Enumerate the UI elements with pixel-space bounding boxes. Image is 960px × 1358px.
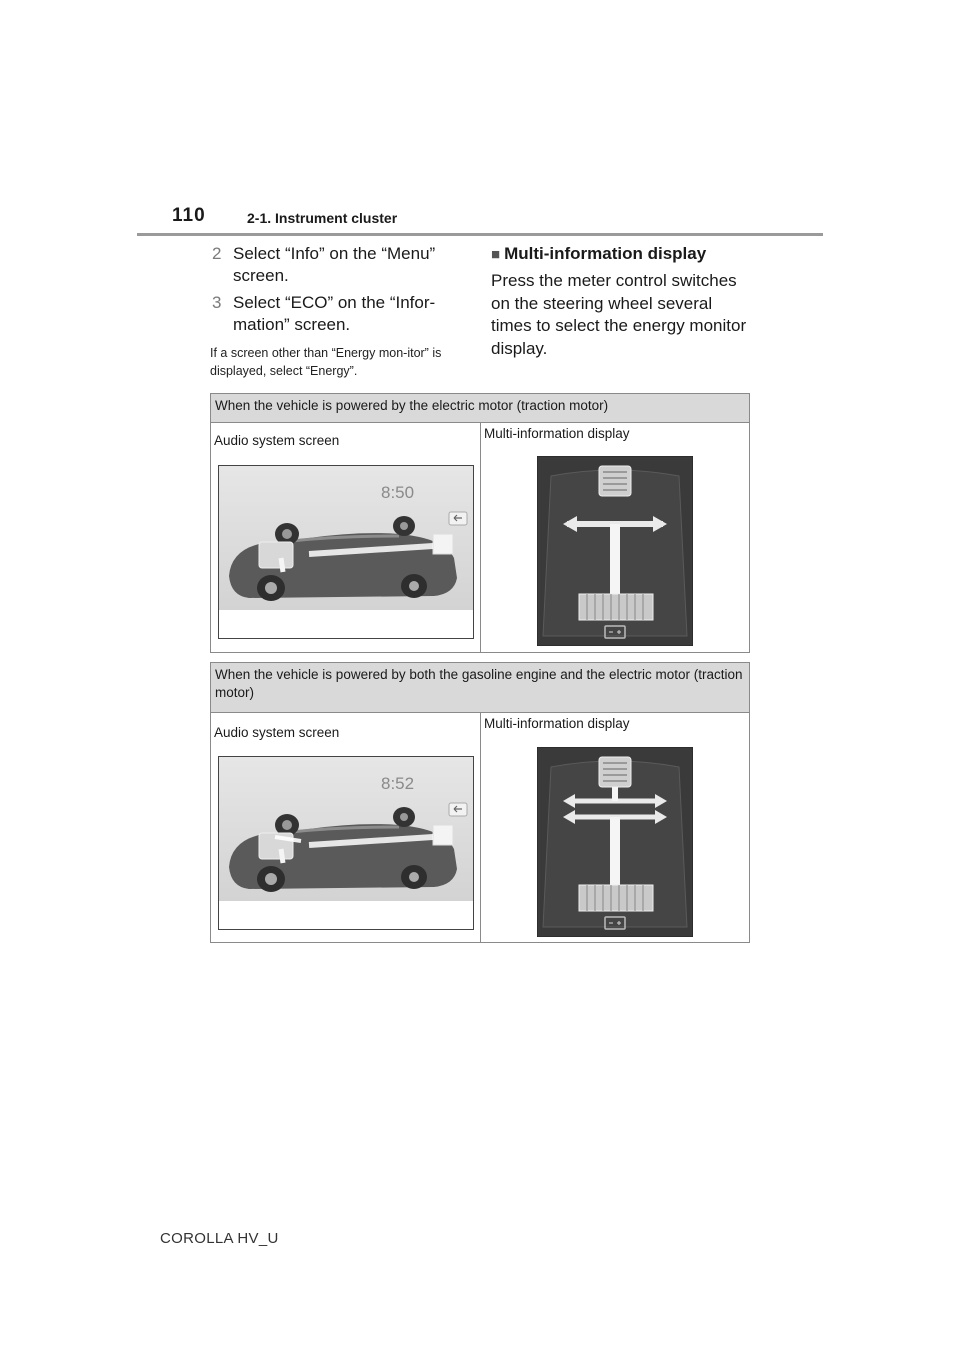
multi-info-body: Press the meter control switches on the steering wheel several times to select the energy monitor display.	[491, 271, 747, 358]
table-heading: When the vehicle is powered by the electric motor (traction motor)	[211, 394, 749, 423]
mid-display-image	[537, 747, 693, 937]
mode-table-hybrid	[210, 662, 750, 943]
table-row	[211, 713, 749, 942]
mid-cell	[481, 713, 749, 942]
step-text: Select “ECO” on the “Infor-mation” screen.	[233, 293, 436, 334]
multi-info-heading	[491, 244, 706, 264]
step-note: If a screen other than “Energy mon-itor” is displayed, select “Energy”.	[210, 346, 442, 378]
step-2	[212, 243, 472, 287]
table-row	[211, 423, 749, 652]
clock-display: 8:50	[381, 483, 415, 502]
header-divider	[137, 233, 823, 236]
step-3	[212, 292, 472, 336]
audio-screen-image	[218, 756, 474, 930]
audio-cell	[211, 423, 481, 652]
step-number: 2	[212, 244, 222, 263]
page-number: 110	[172, 205, 206, 226]
mode-table-electric	[210, 393, 750, 653]
step-text: Select “Info” on the “Menu” screen.	[233, 244, 436, 285]
audio-screen-image	[218, 465, 474, 639]
audio-screen-label: Audio system screen	[214, 725, 340, 740]
mid-display-label: Multi-information display	[484, 716, 630, 731]
mid-display-label: Multi-information display	[484, 426, 630, 441]
table-heading: When the vehicle is powered by both the gasoline engine and the electric motor (traction motor)	[211, 663, 749, 713]
section-title: 2-1. Instrument cluster	[247, 210, 398, 226]
mid-cell	[481, 423, 749, 652]
audio-screen-label: Audio system screen	[214, 433, 340, 448]
mid-display-image	[537, 456, 693, 646]
multi-info-heading-text: Multi-information display	[504, 244, 707, 263]
step-number: 3	[212, 293, 222, 312]
square-bullet-icon: ■	[491, 246, 501, 263]
clock-display: 8:52	[381, 774, 415, 793]
footer-model: COROLLA HV_U	[160, 1230, 279, 1247]
audio-cell	[211, 713, 481, 942]
